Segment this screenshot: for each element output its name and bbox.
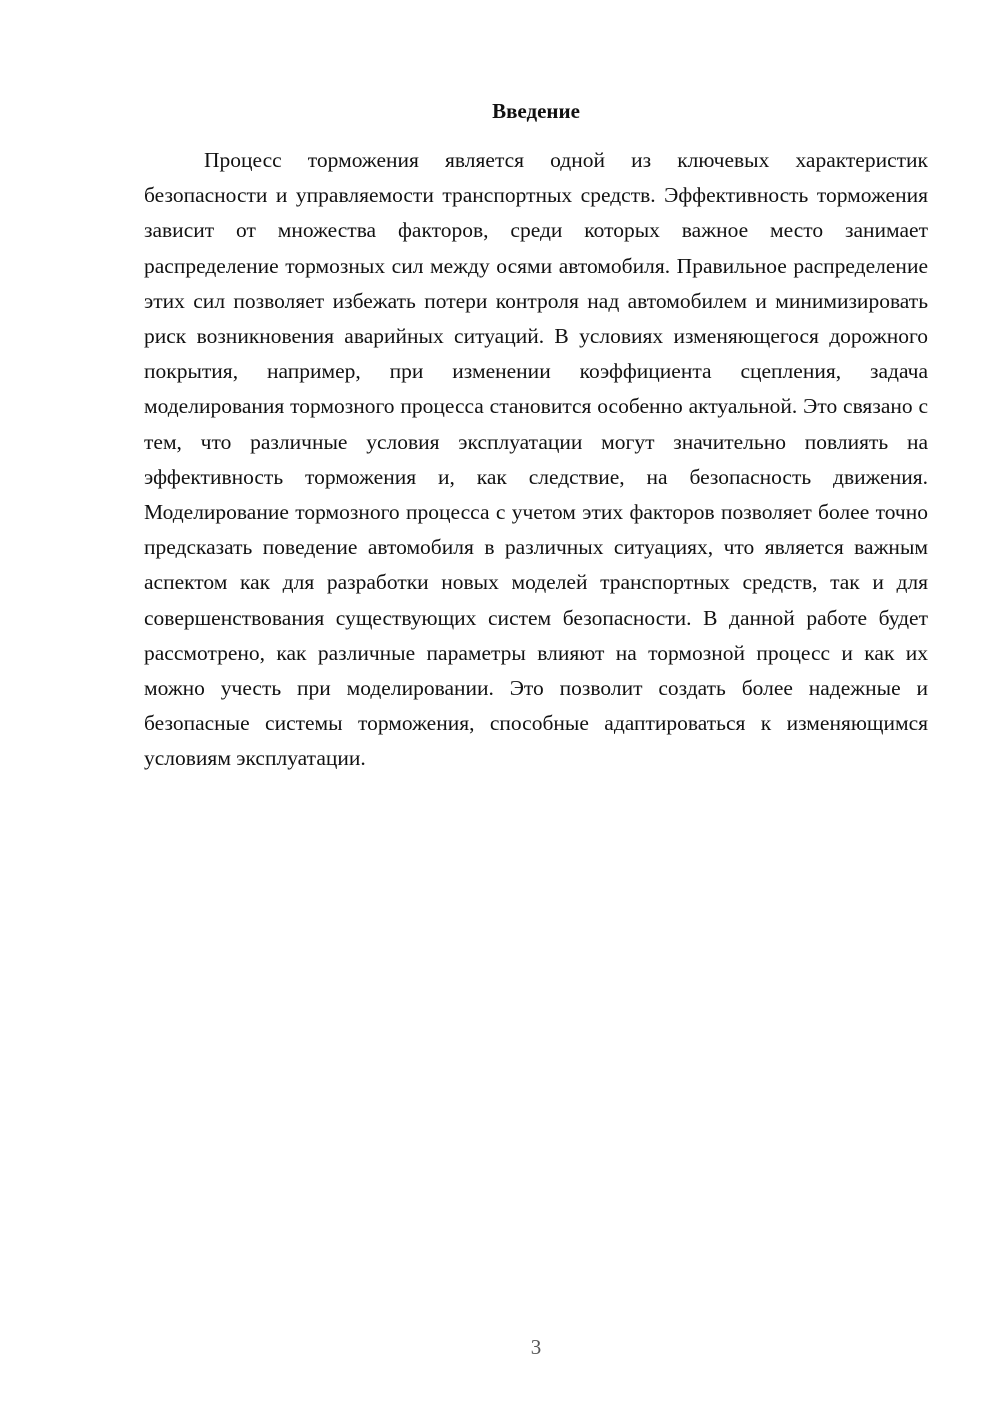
body-paragraph: Процесс торможения является одной из ключевых характеристик безопасности и управляемости транспортных средств. Эффективность торможения зависит от множества факторов, среди которых важное место занимает распределение тормозных сил между осями автомобиля. Правильное распределение этих сил позволяет избежать потери контроля над автомобилем и минимизировать риск возникновения аварийных ситуаций. В условиях изменяющегося дорожного покрытия, например, при изменении коэффициента сцепления, задача моделирования тормозного процесса становится особенно актуальной. Это связано с тем, что различные условия эксплуатации могут значительно повлиять на эффективность торможения и, как следствие, на безопасность движения. Моделирование тормозного процесса с учетом этих факторов позволяет более точно предсказать поведение автомобиля в различных ситуациях, что является важным аспектом как для разработки новых моделей транспортных средств, так и для совершенствования существующих систем безопасности. В данной работе будет рассмотрено, как различные параметры влияют на тормозной процесс и как их можно учесть при моделировании. Это позволит создать более надежные и безопасные системы торможения, способные адаптироваться к изменяющимся условиям эксплуатации.: [144, 148, 928, 771]
page-number: 3: [530, 1335, 542, 1359]
section-title: Введение: [492, 99, 580, 123]
